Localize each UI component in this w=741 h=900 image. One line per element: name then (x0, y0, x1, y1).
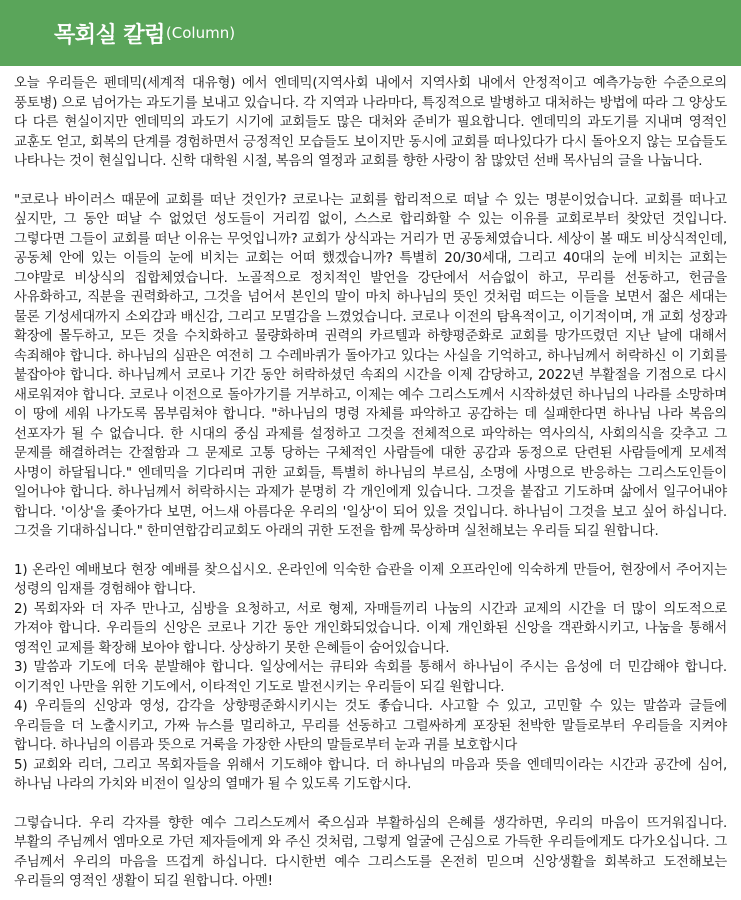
list-item: 3) 말씀과 기도에 더욱 분발해야 합니다. 일상에서는 큐티와 속회를 통해서 하나님이 주시는 음성에 더 민감해야 합니다. 이기적인 나만을 위한 기도에서, 이타적인 기도로 발전시키는 우리들이 되길 원합니다. (14, 660, 727, 695)
page-subtitle: (Column) (165, 24, 236, 42)
column-header (0, 0, 741, 66)
list-item: 5) 교회와 리더, 그리고 목회자들을 위해서 기도해야 합니다. 더 하나님의 마음과 뜻을 엔데믹이라는 시간과 공간에 심어, 하나님 나라의 가치와 비전이 일상의 열매가 될 수 있도록 기도합시다. (14, 757, 727, 792)
closing-paragraph: 그렇습니다. 우리 각자를 향한 예수 그리스도께서 죽으심과 부활하심의 은혜를 생각하면, 우리의 마음이 뜨거워집니다. 부활의 주님께서 엠마오로 가던 제자들에게 와 주신 것처럼, 그렇게 얼굴에 근심으로 가득한 우리들에게도 다가오십니다. 그 주님께서 우리의 마음을 뜨겁게 하십니다. 다시한번 예수 그리스도를 온전히 믿으며 신앙생활을 회복하고 도전해보는 우리들의 영적인 생활이 되길 원합니다. 아멘! (14, 815, 727, 889)
page-title: 목회실 칼럼 (54, 22, 165, 48)
list-item: 2) 목회자와 더 자주 만나고, 심방을 요청하고, 서로 형제, 자매들끼리 나눔의 시간과 교제의 시간을 더 많이 의도적으로 가져야 합니다. 우리들의 신앙은 코로나 기간 동안 개인화되었습니다. 이제 개인화된 신앙을 객관화시키고, 나눔을 통해서 영적인 교제를 확장해 보아야 합니다. 상상하기 못한 은혜들이 숨어있습니다. (14, 601, 727, 656)
list-item: 1) 온라인 예배보다 현장 예배를 찾으십시오. 온라인에 익숙한 습관을 이제 오프라인에 익숙하게 만들어, 현장에서 주어지는 성령의 임재를 경험해야 합니다. (14, 562, 727, 597)
challenge-list (14, 561, 727, 795)
intro-paragraph: 오늘 우리들은 펜데믹(세계적 대유형) 에서 엔데믹(지역사회 내에서 지역사회 내에서 안정적이고 예측가능한 수준으로의 풍토병) 으로 넘어가는 과도기를 보내고 있습니다. 각 지역과 나라마다, 특징적으로 발병하고 대처하는 방법에 따라 그 양상도 다 다른 현실이지만 엔데믹의 과도기 시기에 교회들도 많은 대처와 준비가 필요합니다. 엔데믹의 과도기를 지내며 영적인 교훈도 얻고, 회복의 단계를 경험하면서 긍정적인 모습들도 보이지만 동시에 교회를 떠나있다가 다시 돌아오지 않는 모습들도 나타나는 것이 현실입니다. 신학 대학원 시절, 복음의 열정과 교회를 향한 사랑이 참 많았던 선배 목사님의 글을 나눕니다. (14, 76, 727, 169)
list-item: 4) 우리들의 신앙과 영성, 감각을 상향평준화시키시는 것도 좋습니다. 사고할 수 있고, 고민할 수 있는 말씀과 글들에 우리들을 더 노출시키고, 가짜 뉴스를 멀리하고, 무리를 선동하고 그럴싸하게 포장된 천박한 말들로부터 우리들을 지켜야 합니다. 하나님의 이름과 뜻으로 거룩을 가장한 사탄의 말들로부터 눈과 귀를 보호합시다 (14, 699, 727, 753)
article-body (0, 66, 741, 892)
quote-paragraph: "코로나 바이러스 때문에 교회를 떠난 것인가? 코로나는 교회를 합리적으로 떠날 수 있는 명분이었습니다. 교회를 떠나고 싶지만, 그 동안 떠날 수 없었던 성도들이 거리낌 없이, 스스로 합리화할 수 있는 이유를 교회로부터 찾았던 것입니다. 그렇다면 그들이 교회를 떠난 이유는 무엇입니까? 교회가 상식과는 거리가 먼 공동체였습니다. 세상이 볼 때도 비상식적인데, 공동체 안에 있는 이들의 눈에 비치는 교회는 어떠 했겠습니까? 특별히 20/30세대, 그리고 40대의 눈에 비치는 교회는 그야말로 비상식의 집합체였습니다. 노골적으로 정치적인 발언을 강단에서 서슴없이 하고, 무리를 선동하고, 헌금을 사유화하고, 직분을 권력화하고, 그것을 넘어서 본인의 말이 마치 하나님의 뜻인 것처럼 떠드는 이들을 보면서 젊은 세대는 물론 기성세대까지 소외감과 배신감, 그리고 모멸감을 느꼈었습니다. 코로나 이전의 탐욕적이고, 이기적이며, 개 교회 성장과 확장에 몰두하고, 모든 것을 수치화하고 물량화하며 권력의 카르텔과 하향평준화로 교회를 망가뜨렸던 지난 날에 대해서 속죄해야 합니다. 하나님의 심판은 여전히 그 수레바퀴가 돌아가고 있다는 사실을 기억하고, 하나님께서 허락하신 이 기회를 붙잡아야 합니다. 하나님께서 코로나 기간 동안 허락하셨던 속죄의 시간을 이제 감당하고, 2022년 부활절을 기점으로 다시 새로워져야 합니다. 코로나 이전으로 돌아가기를 거부하고, 이제는 예수 그리스도께서 시작하셨던 하나님의 나라를 소망하며 이 땅에 세워 나가도록 몸부림쳐야 합니다. "하나님의 명령 자체를 파악하고 공감하는 데 실패한다면 하나님 나라 복음의 선포자가 될 수 없습니다. 한 시대의 중심 과제를 설정하고 그것을 전체적으로 파악하는 역사의식, 사회의식을 갖추고 그 문제를 해결하려는 간절함과 그 문제로 고통 당하는 구체적인 사람들에 대한 공감과 동정으로 단련된 사람들에게 모세적 사명이 하달됩니다." 엔데믹을 기다리며 귀한 교회들, 특별히 하나님의 부르심, 소명에 사명으로 반응하는 그리스도인들이 일어나야 합니다. 하나님께서 허락하시는 과제가 분명히 각 개인에게 있습니다. 그것을 붙잡고 기도하며 삶에서 일구어내야 합니다. '이상'을 좇아가다 보면, 어느새 아름다운 우리의 '일상'이 되어 있을 것입니다. 하나님이 그것을 보고 싶어 하십니다. 그것을 기대하십니다." 한미연합감리교회도 아래의 귀한 도전을 함께 묵상하며 실천해보는 우리들 되길 원합니다. (14, 192, 727, 539)
